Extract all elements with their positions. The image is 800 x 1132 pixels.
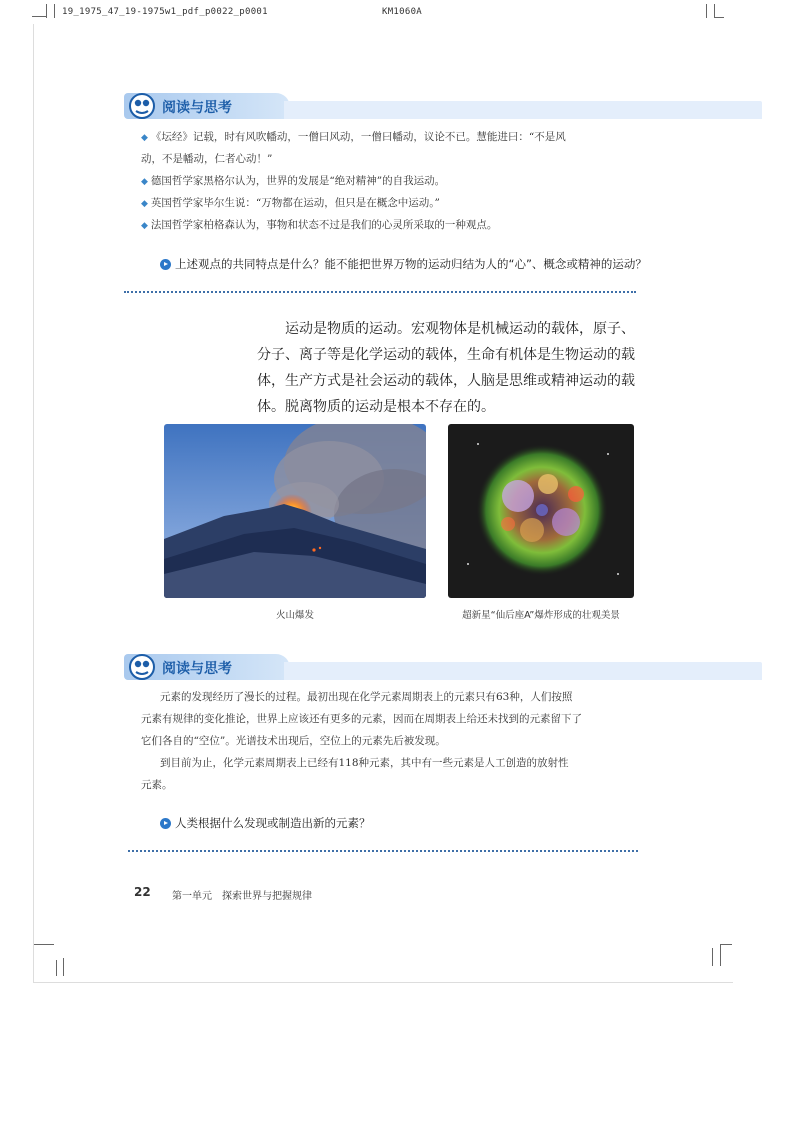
box2-question	[160, 815, 371, 831]
box1-line3	[141, 170, 445, 193]
volcano-caption: 火山爆发	[275, 610, 314, 621]
reading-box-2-label: 阅读与思考	[162, 661, 232, 677]
page-edge-bottom	[33, 982, 733, 983]
crop-mark-top-right-h	[714, 17, 724, 18]
diamond-bullet-icon: ◆	[141, 199, 148, 209]
crop-mark-top-right	[706, 4, 707, 18]
unit-title: 第一单元 探索世界与把握规律	[172, 891, 312, 902]
crop-mark-bottom-left-v	[56, 960, 57, 976]
box1-text1: 《坛经》记载，时有风吹幡动，一僧曰风动，一僧曰幡动，议论不已。慧能进曰：“不是风	[150, 131, 566, 143]
page-number: 22	[134, 885, 151, 899]
scan-header-id: KM1060A	[382, 7, 423, 17]
crop-mark-bottom-right-v	[712, 948, 713, 966]
box1-line2: 动，不是幡动，仁者心动！”	[141, 153, 273, 165]
crop-mark-bottom-right-h	[720, 944, 732, 945]
box2-question-text: 人类根据什么发现或制造出新的元素？	[175, 816, 371, 830]
box1-line5	[141, 214, 497, 237]
crop-mark-top-left	[32, 16, 46, 17]
supernova-caption: 超新星“仙后座A”爆炸形成的壮观美景	[462, 610, 620, 621]
diamond-bullet-icon: ◆	[141, 177, 148, 187]
box1-question	[160, 256, 647, 272]
box1-text4: 英国哲学家毕尔生说：“万物都在运动，但只是在概念中运动。”	[150, 197, 440, 209]
reading-box-1-label: 阅读与思考	[162, 100, 232, 116]
crop-mark-bottom-right-v2	[720, 944, 721, 966]
play-arrow-icon	[160, 818, 171, 829]
volcano-photo	[164, 424, 426, 598]
page-edge-left	[33, 24, 34, 982]
dotted-divider-2	[128, 850, 638, 852]
box1-line1	[141, 126, 566, 149]
box2-line1: 元素的发现经历了漫长的过程。最初出现在化学元素周期表上的元素只有63种，人们按照	[160, 691, 573, 703]
box2-line3: 它们各自的“空位”。光谱技术出现后，空位上的元素先后被发现。	[141, 735, 446, 747]
diamond-bullet-icon: ◆	[141, 221, 148, 231]
box1-line4	[141, 192, 440, 215]
crop-mark-bottom-left-v2	[63, 958, 64, 976]
box1-question-text: 上述观点的共同特点是什么？能不能把世界万物的运动归结为人的“心”、概念或精神的运动？	[175, 257, 647, 271]
reading-box-2-title	[124, 654, 290, 680]
title-bar-extension	[284, 662, 762, 680]
box2-line2: 元素有规律的变化推论，世界上应该还有更多的元素，因而在周期表上给还未找到的元素留下了	[141, 713, 582, 725]
box2-line4: 到目前为止，化学元素周期表上已经有118种元素，其中有一些元素是人工创造的放射性	[160, 757, 569, 769]
crop-mark-bottom-left	[34, 944, 54, 945]
reading-icon	[128, 92, 156, 120]
supernova-photo	[448, 424, 634, 598]
main-paragraph: 运动是物质的运动。宏观物体是机械运动的载体，原子、分子、离子等是化学运动的载体，生命有机体是生物运动的载体，生产方式是社会运动的载体，人脑是思维或精神运动的载体。脱离物质的运动是根本不存在的。	[257, 321, 635, 415]
box1-text3: 德国哲学家黑格尔认为，世界的发展是“绝对精神”的自我运动。	[150, 175, 446, 187]
scan-header-code: 19_1975_47_19-1975w1_pdf_p0022_p0001	[62, 7, 268, 17]
box2-line5: 元素。	[141, 779, 173, 791]
reading-box-1-title	[124, 93, 290, 119]
title-bar-extension	[284, 101, 762, 119]
diamond-bullet-icon: ◆	[141, 133, 148, 143]
crop-mark-top-right-2	[714, 4, 715, 18]
reading-icon	[128, 653, 156, 681]
play-arrow-icon	[160, 259, 171, 270]
dotted-divider-1	[124, 291, 636, 293]
crop-mark-top-left-v2	[54, 4, 55, 18]
crop-mark-top-left-v	[46, 4, 47, 18]
box1-text5: 法国哲学家柏格森认为，事物和状态不过是我们的心灵所采取的一种观点。	[150, 219, 498, 231]
